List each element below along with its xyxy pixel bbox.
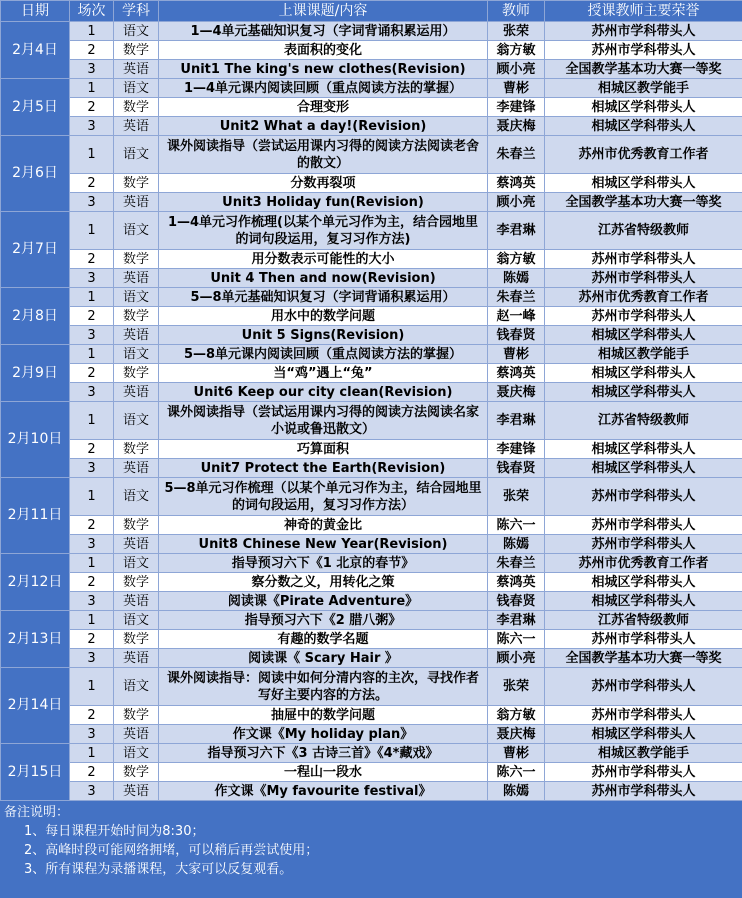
- subject-cell: 英语: [114, 117, 159, 136]
- honor-cell: 苏州市学科带头人: [545, 668, 742, 706]
- table-row: [1, 668, 742, 706]
- date-cell: 2月4日: [1, 22, 70, 79]
- honor-cell: 苏州市学科带头人: [545, 706, 742, 725]
- subject-cell: 数学: [114, 98, 159, 117]
- honor-cell: 相城区教学能手: [545, 79, 742, 98]
- subject-cell: 数学: [114, 763, 159, 782]
- date-cell: 2月13日: [1, 611, 70, 668]
- table-row: [1, 345, 742, 364]
- date-cell: 2月9日: [1, 345, 70, 402]
- date-cell: 2月10日: [1, 402, 70, 478]
- subject-cell: 英语: [114, 383, 159, 402]
- table-row: [1, 288, 742, 307]
- table-row: [1, 592, 742, 611]
- subject-cell: 数学: [114, 630, 159, 649]
- honor-cell: 苏州市学科带头人: [545, 516, 742, 535]
- header-row: [1, 1, 742, 22]
- teacher-cell: 陈六一: [488, 630, 545, 649]
- honor-cell: 全国教学基本功大赛一等奖: [545, 60, 742, 79]
- session-number-cell: 3: [70, 649, 114, 668]
- content-cell: 察分数之义，用转化之策: [159, 573, 488, 592]
- content-cell: 5—8单元基础知识复习（字词背诵积累运用）: [159, 288, 488, 307]
- session-number-cell: 3: [70, 326, 114, 345]
- honor-cell: 江苏省特级教师: [545, 611, 742, 630]
- session-number-cell: 2: [70, 630, 114, 649]
- session-number-cell: 3: [70, 60, 114, 79]
- session-number-cell: 2: [70, 706, 114, 725]
- honor-cell: 相城区教学能手: [545, 744, 742, 763]
- session-number-cell: 3: [70, 782, 114, 801]
- session-number-cell: 2: [70, 573, 114, 592]
- honor-cell: 全国教学基本功大赛一等奖: [545, 649, 742, 668]
- content-cell: 阅读课《Pirate Adventure》: [159, 592, 488, 611]
- honor-cell: 苏州市学科带头人: [545, 307, 742, 326]
- date-cell: 2月6日: [1, 136, 70, 212]
- content-cell: Unit7 Protect the Earth(Revision): [159, 459, 488, 478]
- teacher-cell: 翁方敏: [488, 41, 545, 60]
- table-row: [1, 212, 742, 250]
- table-row: [1, 725, 742, 744]
- honor-cell: 苏州市学科带头人: [545, 250, 742, 269]
- content-cell: 1—4单元习作梳理(以某个单元习作为主，结合园地里的词句段运用，复习习作方法): [159, 212, 488, 250]
- subject-cell: 英语: [114, 592, 159, 611]
- teacher-cell: 曹彬: [488, 79, 545, 98]
- table-row: [1, 573, 742, 592]
- honor-cell: 相城区学科带头人: [545, 440, 742, 459]
- session-number-cell: 1: [70, 212, 114, 250]
- subject-cell: 英语: [114, 326, 159, 345]
- session-number-cell: 1: [70, 136, 114, 174]
- teacher-cell: 顾小亮: [488, 649, 545, 668]
- teacher-cell: 聂庆梅: [488, 117, 545, 136]
- table-row: [1, 630, 742, 649]
- honor-cell: 苏州市优秀教育工作者: [545, 554, 742, 573]
- table-row: [1, 402, 742, 440]
- table-row: [1, 440, 742, 459]
- session-number-cell: 1: [70, 554, 114, 573]
- honor-cell: 全国教学基本功大赛一等奖: [545, 193, 742, 212]
- session-number-cell: 3: [70, 592, 114, 611]
- header-content: 上课课题/内容: [159, 1, 488, 22]
- content-cell: 指导预习六下《1 北京的春节》: [159, 554, 488, 573]
- honor-cell: 苏州市优秀教育工作者: [545, 136, 742, 174]
- teacher-cell: 朱春兰: [488, 136, 545, 174]
- honor-cell: 苏州市学科带头人: [545, 782, 742, 801]
- subject-cell: 语文: [114, 744, 159, 763]
- honor-cell: 相城区学科带头人: [545, 117, 742, 136]
- header-teacher: 教师: [488, 1, 545, 22]
- teacher-cell: 李建锋: [488, 98, 545, 117]
- session-number-cell: 1: [70, 79, 114, 98]
- teacher-cell: 朱春兰: [488, 288, 545, 307]
- table-row: [1, 611, 742, 630]
- note-item: 3、所有课程为录播课程，大家可以反复观看。: [24, 862, 293, 877]
- honor-cell: 江苏省特级教师: [545, 402, 742, 440]
- teacher-cell: 陈嫣: [488, 269, 545, 288]
- content-cell: Unit 5 Signs(Revision): [159, 326, 488, 345]
- table-row: [1, 763, 742, 782]
- table-row: [1, 79, 742, 98]
- subject-cell: 数学: [114, 516, 159, 535]
- session-number-cell: 3: [70, 269, 114, 288]
- session-number-cell: 1: [70, 22, 114, 41]
- subject-cell: 英语: [114, 60, 159, 79]
- subject-cell: 数学: [114, 573, 159, 592]
- header-honor: 授课教师主要荣誉: [545, 1, 742, 22]
- subject-cell: 英语: [114, 649, 159, 668]
- content-cell: 5—8单元课内阅读回顾（重点阅读方法的掌握）: [159, 345, 488, 364]
- schedule-body: [1, 22, 742, 801]
- teacher-cell: 陈六一: [488, 516, 545, 535]
- subject-cell: 英语: [114, 782, 159, 801]
- table-row: [1, 478, 742, 516]
- date-cell: 2月15日: [1, 744, 70, 801]
- table-row: [1, 744, 742, 763]
- subject-cell: 语文: [114, 288, 159, 307]
- honor-cell: 相城区学科带头人: [545, 725, 742, 744]
- content-cell: 分数再裂项: [159, 174, 488, 193]
- content-cell: 阅读课《 Scary Hair 》: [159, 649, 488, 668]
- subject-cell: 语文: [114, 668, 159, 706]
- content-cell: 有趣的数学名题: [159, 630, 488, 649]
- session-number-cell: 1: [70, 744, 114, 763]
- teacher-cell: 翁方敏: [488, 706, 545, 725]
- teacher-cell: 朱春兰: [488, 554, 545, 573]
- honor-cell: 相城区学科带头人: [545, 573, 742, 592]
- session-number-cell: 3: [70, 193, 114, 212]
- table-row: [1, 307, 742, 326]
- subject-cell: 语文: [114, 345, 159, 364]
- teacher-cell: 陈嫣: [488, 535, 545, 554]
- table-row: [1, 326, 742, 345]
- table-row: [1, 516, 742, 535]
- content-cell: 当“鸡”遇上“兔”: [159, 364, 488, 383]
- content-cell: 用水中的数学问题: [159, 307, 488, 326]
- honor-cell: 苏州市学科带头人: [545, 535, 742, 554]
- content-cell: 课外阅读指导：阅读中如何分清内容的主次，寻找作者写好主要内容的方法。: [159, 668, 488, 706]
- session-number-cell: 3: [70, 383, 114, 402]
- teacher-cell: 赵一峰: [488, 307, 545, 326]
- content-cell: Unit8 Chinese New Year(Revision): [159, 535, 488, 554]
- teacher-cell: 曹彬: [488, 744, 545, 763]
- subject-cell: 英语: [114, 459, 159, 478]
- table-row: [1, 706, 742, 725]
- subject-cell: 英语: [114, 535, 159, 554]
- teacher-cell: 钱春贤: [488, 592, 545, 611]
- teacher-cell: 蔡鸿英: [488, 573, 545, 592]
- table-row: [1, 459, 742, 478]
- subject-cell: 语文: [114, 136, 159, 174]
- table-row: [1, 41, 742, 60]
- content-cell: 一程山一段水: [159, 763, 488, 782]
- session-number-cell: 3: [70, 535, 114, 554]
- table-row: [1, 117, 742, 136]
- honor-cell: 相城区学科带头人: [545, 383, 742, 402]
- subject-cell: 语文: [114, 478, 159, 516]
- honor-cell: 相城区学科带头人: [545, 459, 742, 478]
- table-row: [1, 60, 742, 79]
- table-row: [1, 554, 742, 573]
- content-cell: 1—4单元课内阅读回顾（重点阅读方法的掌握）: [159, 79, 488, 98]
- content-cell: 1—4单元基础知识复习（字词背诵积累运用）: [159, 22, 488, 41]
- teacher-cell: 李君琳: [488, 402, 545, 440]
- content-cell: 巧算面积: [159, 440, 488, 459]
- header-date: 日期: [1, 1, 70, 22]
- table-row: [1, 649, 742, 668]
- teacher-cell: 聂庆梅: [488, 383, 545, 402]
- subject-cell: 数学: [114, 250, 159, 269]
- honor-cell: 苏州市优秀教育工作者: [545, 288, 742, 307]
- session-number-cell: 1: [70, 402, 114, 440]
- content-cell: 抽屉中的数学问题: [159, 706, 488, 725]
- note-item: 2、高峰时段可能网络拥堵，可以稍后再尝试使用；: [24, 843, 319, 858]
- subject-cell: 数学: [114, 307, 159, 326]
- teacher-cell: 张荣: [488, 478, 545, 516]
- content-cell: Unit1 The king's new clothes(Revision): [159, 60, 488, 79]
- subject-cell: 语文: [114, 22, 159, 41]
- session-number-cell: 2: [70, 98, 114, 117]
- subject-cell: 语文: [114, 79, 159, 98]
- subject-cell: 英语: [114, 269, 159, 288]
- table-row: [1, 250, 742, 269]
- honor-cell: 江苏省特级教师: [545, 212, 742, 250]
- content-cell: 指导预习六下《3 古诗三首》《4*藏戏》: [159, 744, 488, 763]
- subject-cell: 英语: [114, 193, 159, 212]
- subject-cell: 语文: [114, 611, 159, 630]
- honor-cell: 苏州市学科带头人: [545, 763, 742, 782]
- subject-cell: 语文: [114, 554, 159, 573]
- content-cell: 用分数表示可能性的大小: [159, 250, 488, 269]
- session-number-cell: 1: [70, 478, 114, 516]
- session-number-cell: 2: [70, 440, 114, 459]
- teacher-cell: 翁方敏: [488, 250, 545, 269]
- teacher-cell: 李君琳: [488, 212, 545, 250]
- header-session: 场次: [70, 1, 114, 22]
- notes-title: 备注说明：: [4, 805, 70, 820]
- table-row: [1, 98, 742, 117]
- table-row: [1, 782, 742, 801]
- content-cell: 作文课《My holiday plan》: [159, 725, 488, 744]
- session-number-cell: 3: [70, 459, 114, 478]
- date-cell: 2月12日: [1, 554, 70, 611]
- session-number-cell: 3: [70, 117, 114, 136]
- session-number-cell: 2: [70, 364, 114, 383]
- session-number-cell: 2: [70, 763, 114, 782]
- content-cell: 课外阅读指导（尝试运用课内习得的阅读方法阅读老舍的散文）: [159, 136, 488, 174]
- teacher-cell: 顾小亮: [488, 193, 545, 212]
- session-number-cell: 2: [70, 174, 114, 193]
- teacher-cell: 聂庆梅: [488, 725, 545, 744]
- session-number-cell: 1: [70, 611, 114, 630]
- teacher-cell: 顾小亮: [488, 60, 545, 79]
- subject-cell: 数学: [114, 41, 159, 60]
- subject-cell: 数学: [114, 174, 159, 193]
- content-cell: Unit6 Keep our city clean(Revision): [159, 383, 488, 402]
- session-number-cell: 1: [70, 288, 114, 307]
- honor-cell: 苏州市学科带头人: [545, 478, 742, 516]
- table-row: [1, 174, 742, 193]
- date-cell: 2月7日: [1, 212, 70, 288]
- content-cell: 课外阅读指导（尝试运用课内习得的阅读方法阅读名家小说或鲁迅散文）: [159, 402, 488, 440]
- content-cell: 神奇的黄金比: [159, 516, 488, 535]
- date-cell: 2月5日: [1, 79, 70, 136]
- teacher-cell: 蔡鸿英: [488, 174, 545, 193]
- content-cell: Unit 4 Then and now(Revision): [159, 269, 488, 288]
- table-row: [1, 193, 742, 212]
- subject-cell: 语文: [114, 212, 159, 250]
- subject-cell: 数学: [114, 364, 159, 383]
- table-row: [1, 22, 742, 41]
- honor-cell: 相城区学科带头人: [545, 592, 742, 611]
- note-item: 1、每日课程开始时间为8:30；: [24, 824, 205, 839]
- honor-cell: 相城区教学能手: [545, 345, 742, 364]
- teacher-cell: 张荣: [488, 668, 545, 706]
- date-cell: 2月11日: [1, 478, 70, 554]
- teacher-cell: 李君琳: [488, 611, 545, 630]
- teacher-cell: 陈六一: [488, 763, 545, 782]
- table-row: [1, 364, 742, 383]
- notes-section: [0, 803, 742, 879]
- subject-cell: 数学: [114, 706, 159, 725]
- date-cell: 2月8日: [1, 288, 70, 345]
- content-cell: 指导预习六下《2 腊八粥》: [159, 611, 488, 630]
- content-cell: Unit2 What a day!(Revision): [159, 117, 488, 136]
- teacher-cell: 陈嫣: [488, 782, 545, 801]
- session-number-cell: 1: [70, 668, 114, 706]
- session-number-cell: 1: [70, 345, 114, 364]
- honor-cell: 相城区学科带头人: [545, 364, 742, 383]
- table-row: [1, 269, 742, 288]
- subject-cell: 语文: [114, 402, 159, 440]
- teacher-cell: 张荣: [488, 22, 545, 41]
- teacher-cell: 曹彬: [488, 345, 545, 364]
- honor-cell: 苏州市学科带头人: [545, 22, 742, 41]
- table-row: [1, 383, 742, 402]
- table-row: [1, 136, 742, 174]
- teacher-cell: 钱春贤: [488, 326, 545, 345]
- honor-cell: 相城区学科带头人: [545, 98, 742, 117]
- session-number-cell: 2: [70, 516, 114, 535]
- date-cell: 2月14日: [1, 668, 70, 744]
- teacher-cell: 李建锋: [488, 440, 545, 459]
- header-subject: 学科: [114, 1, 159, 22]
- teacher-cell: 蔡鸿英: [488, 364, 545, 383]
- session-number-cell: 2: [70, 307, 114, 326]
- teacher-cell: 钱春贤: [488, 459, 545, 478]
- session-number-cell: 2: [70, 41, 114, 60]
- content-cell: 表面积的变化: [159, 41, 488, 60]
- content-cell: Unit3 Holiday fun(Revision): [159, 193, 488, 212]
- honor-cell: 苏州市学科带头人: [545, 41, 742, 60]
- honor-cell: 相城区学科带头人: [545, 326, 742, 345]
- subject-cell: 英语: [114, 725, 159, 744]
- session-number-cell: 3: [70, 725, 114, 744]
- honor-cell: 苏州市学科带头人: [545, 269, 742, 288]
- session-number-cell: 2: [70, 250, 114, 269]
- honor-cell: 相城区学科带头人: [545, 174, 742, 193]
- honor-cell: 苏州市学科带头人: [545, 630, 742, 649]
- content-cell: 合理变形: [159, 98, 488, 117]
- subject-cell: 数学: [114, 440, 159, 459]
- content-cell: 5—8单元习作梳理（以某个单元习作为主，结合园地里的词句段运用，复习习作方法）: [159, 478, 488, 516]
- table-row: [1, 535, 742, 554]
- content-cell: 作文课《My favourite festival》: [159, 782, 488, 801]
